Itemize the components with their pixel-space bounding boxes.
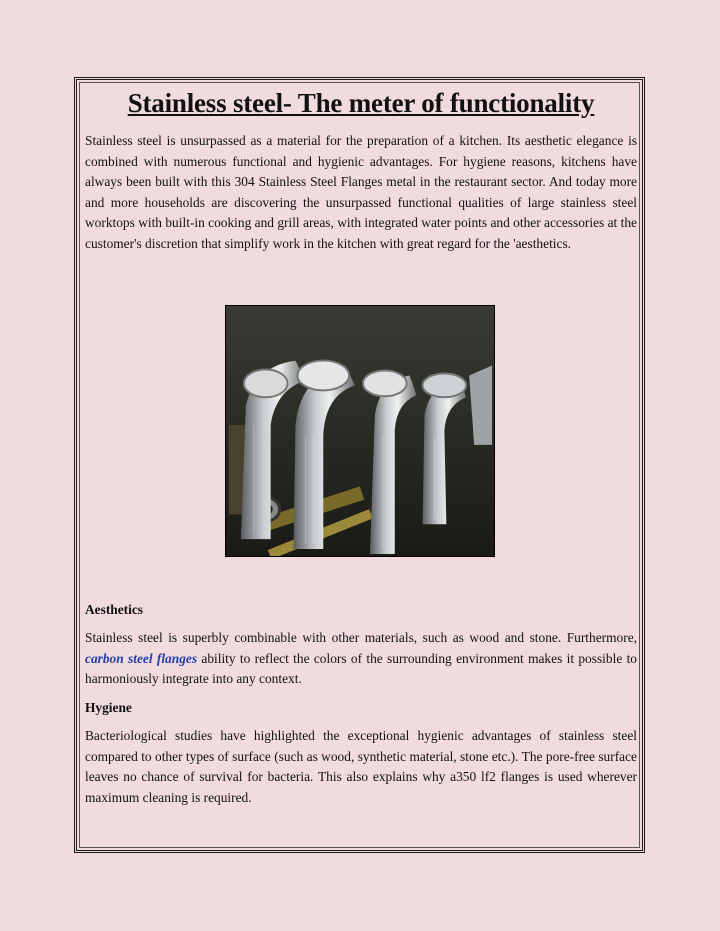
aesthetics-heading: Aesthetics bbox=[85, 602, 144, 617]
aesthetics-text-after: ability to reflect the colors of the surrounding environment makes it possible to harmoniously integrate into any context. bbox=[85, 650, 637, 686]
steel-elbows-image bbox=[226, 306, 494, 556]
page-title: Stainless steel- The meter of functionality bbox=[127, 88, 595, 118]
intro-paragraph: Stainless steel is unsurpassed as a material for the preparation of a kitchen. Its aesthetic elegance is combined with numerous functional and hygienic advantages. For hygiene reasons, kitchens have always been built with this 304 Stainless Steel Flanges metal in the restaurant sector. And today more and more households are discovering the unsurpassed functional qualities of large stainless steel worktops with built-in cooking and grill areas, with integrated water points and other accessories at the customer's discretion that simplify work in the kitchen with great regard for the 'aesthetics. bbox=[85, 133, 637, 251]
hygiene-paragraph: Bacteriological studies have highlighted the exceptional hygienic advantages of stainless steel compared to other types of surface (such as wood, synthetic material, stone etc.). The pore-free surface leaves no chance of survival for bacteria. This also explains why a350 lf2 flanges is used wherever maximum cleaning is required. bbox=[85, 728, 637, 805]
carbon-steel-flanges-link[interactable]: carbon steel flanges bbox=[85, 650, 198, 666]
aesthetics-text-before: Stainless steel is superbly combinable with other materials, such as wood and stone. Furthermore, bbox=[85, 630, 637, 645]
steel-elbows-photo bbox=[225, 305, 495, 557]
aesthetics-paragraph bbox=[85, 628, 637, 690]
article bbox=[85, 85, 637, 254]
hygiene-heading: Hygiene bbox=[85, 700, 132, 715]
